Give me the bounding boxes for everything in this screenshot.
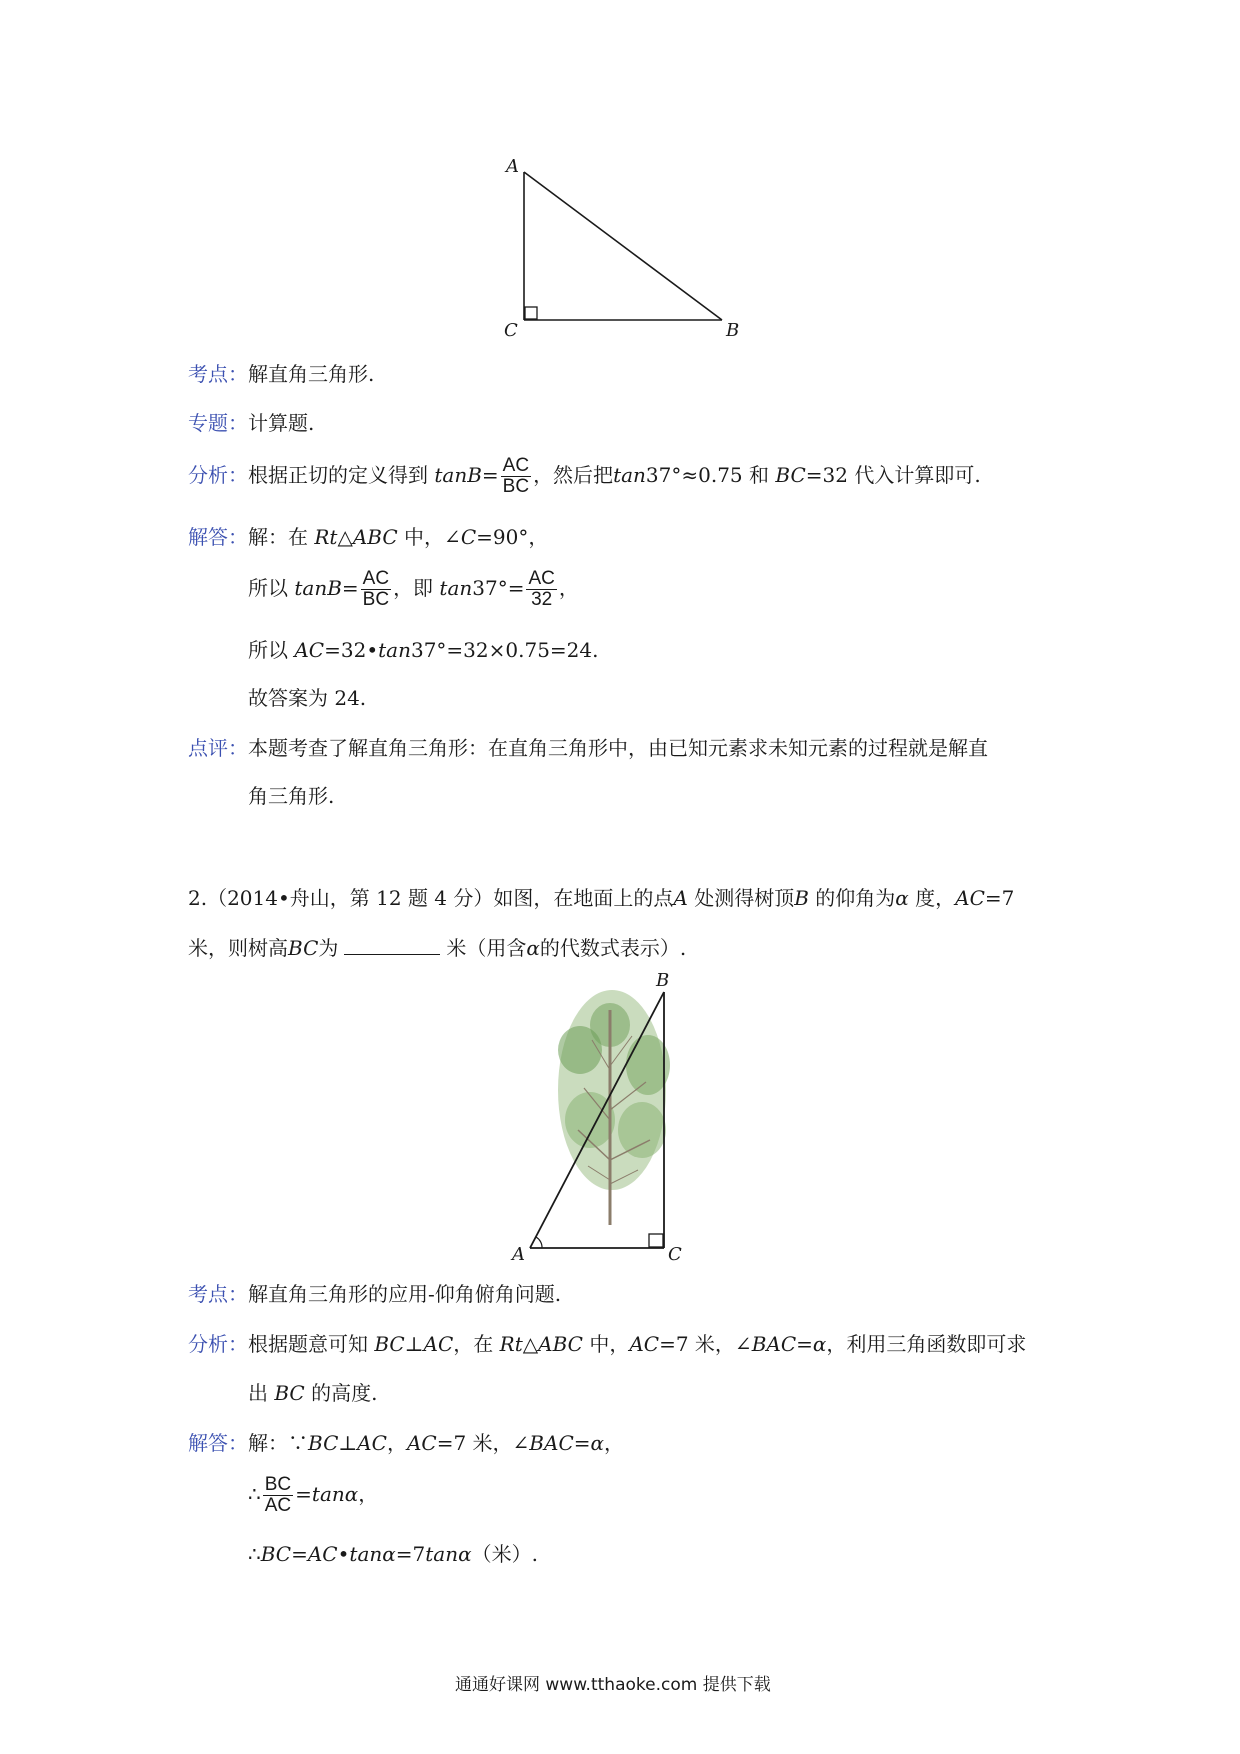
jieda-label-2: 解答 [188, 1431, 228, 1455]
jieda2-line-1: 解答：解：∵BC⊥AC，AC=7 米，∠BAC=α， [188, 1431, 625, 1455]
right-angle-mark [525, 307, 537, 319]
zhuanti-text: 计算题. [248, 411, 315, 435]
jieda-line-2: 所以 tanB= $\frac{AC}{BC}$ ，即 tan37°= $\frac{AC}{32}$ ， [248, 568, 579, 610]
kaodian-label: 考点 [188, 362, 228, 386]
fraction-ac-32: $\frac{AC}{32}$ [528, 568, 555, 610]
zhuanti-label: 专题 [188, 411, 228, 435]
vertex-label-a: A [506, 156, 519, 177]
fraction-ac-bc-2: $\frac{AC}{BC}$ [362, 568, 390, 610]
figure-tree-triangle [500, 970, 720, 1265]
fraction-ac-bc: $\frac{AC}{BC}$ [502, 455, 530, 497]
vertex-label-b: B [726, 320, 740, 341]
dianping-line-1: 点评：本题考查了解直角三角形：在直角三角形中，由已知元素求未知元素的过程就是解直 [188, 736, 988, 760]
tree-illustration [558, 990, 670, 1225]
dianping-label: 点评 [188, 736, 228, 760]
figure-right-triangle [490, 150, 760, 350]
fenxi-line-1: 分析：根据正切的定义得到 tanB= $\frac{AC}{BC}$ ，然后把tan37°≈0.75 和 BC=32 代入计算即可. [188, 455, 981, 497]
kaodian-line-2: 考点：解直角三角形的应用-仰角俯角问题. [188, 1282, 562, 1306]
jieda-line-1: 解答：解：在 Rt△ABC 中，∠C=90°， [188, 525, 549, 549]
fenxi-line-2b: 出 BC 的高度. [248, 1381, 378, 1405]
kaodian-label-2: 考点 [188, 1282, 228, 1306]
fenxi-text: 根据正切的定义得到 [248, 463, 428, 487]
kaodian-text: 解直角三角形. [248, 362, 375, 386]
dianping-text: 本题考查了解直角三角形：在直角三角形中，由已知元素求未知元素的过程就是解直 [248, 736, 988, 760]
jieda2-line-2: ∴ $\frac{BC}{AC}$ =tanα， [248, 1474, 379, 1516]
triangle-side-ab [524, 172, 722, 320]
kaodian-line-1: 考点：解直角三角形. [188, 362, 375, 386]
fenxi-line-2: 分析：根据题意可知 BC⊥AC，在 Rt△ABC 中，AC=7 米，∠BAC=α，利用三角函数即可求 [188, 1332, 1027, 1356]
angle-alpha-mark [536, 1237, 542, 1248]
fenxi-label: 分析 [188, 463, 228, 487]
fenxi-label-2: 分析 [188, 1332, 228, 1356]
jieda-line-3: 所以 AC=32•tan37°=32×0.75=24. [248, 638, 599, 662]
vertex-label-b-2: B [656, 970, 670, 991]
fraction-bc-ac: $\frac{BC}{AC}$ [264, 1474, 292, 1516]
answer-text: 故答案为 24. [248, 686, 367, 710]
vertex-label-a-2: A [512, 1244, 525, 1265]
vertex-label-c-2: C [668, 1244, 682, 1265]
question-2-line-1: 2.（2014•舟山，第 12 题 4 分）如图，在地面上的点A 处测得树顶B 的仰角为α 度，AC=7 [188, 886, 1015, 910]
vertex-label-c: C [504, 320, 518, 341]
tanb-expression: tanB= [434, 463, 499, 487]
jieda2-line-3: ∴BC=AC•tanα=7tanα（米）. [248, 1542, 538, 1566]
page-footer: 通通好课网 www.tthaoke.com 提供下载 [455, 1675, 771, 1695]
zhuanti-line: 专题：计算题. [188, 411, 315, 435]
question-2-line-2: 米，则树高BC为 米（用含α的代数式表示）. [188, 936, 687, 960]
dianping-line-2: 角三角形. [248, 784, 335, 808]
right-angle-mark-2 [649, 1234, 663, 1247]
jieda-label: 解答 [188, 525, 228, 549]
jieda-line-4 [248, 682, 366, 711]
answer-blank[interactable] [344, 936, 440, 955]
